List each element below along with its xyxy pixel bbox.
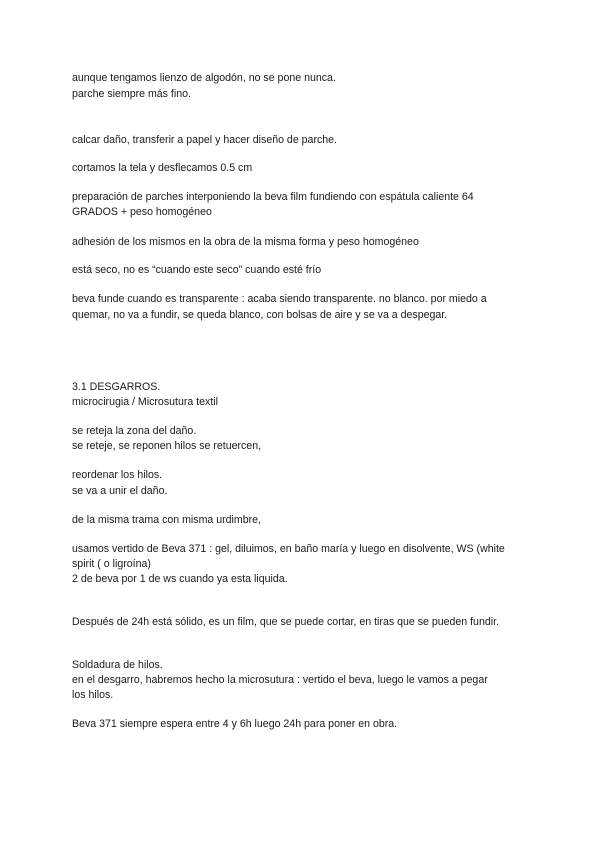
- text-line: usamos vertido de Beva 371 : gel, diluimos, en baño maría y luego en disolvente, WS (white: [72, 543, 505, 555]
- text-line: preparación de parches interponiendo la beva film fundiendo con espátula caliente 64: [72, 191, 474, 203]
- text-line: está seco, no es “cuando este seco” cuando esté frío: [72, 264, 322, 276]
- text-line: se reteje, se reponen hilos se retuercen,: [72, 440, 262, 452]
- text-line: aunque tengamos lienzo de algodón, no se pone nunca.: [72, 72, 336, 84]
- text-line: cortamos la tela y desflecamos 0.5 cm: [72, 162, 253, 174]
- text-line: Beva 371 siempre espera entre 4 y 6h luego 24h para poner en obra.: [72, 718, 398, 730]
- text-line: spirit ( o ligroína): [72, 558, 151, 570]
- text-line: adhesión de los mismos en la obra de la misma forma y peso homogéneo: [72, 236, 419, 248]
- text-line: GRADOS + peso homogéneo: [72, 206, 212, 218]
- text-line: los hilos.: [72, 689, 114, 701]
- text-line: se reteja la zona del daño.: [72, 425, 197, 437]
- text-line: microcirugia / Microsutura textil: [72, 396, 218, 408]
- text-line: de la misma trama con misma urdimbre,: [72, 514, 261, 526]
- text-line: reordenar los hilos.: [72, 469, 163, 481]
- text-line: 2 de beva por 1 de ws cuando ya esta liquida.: [72, 573, 288, 585]
- section-heading: 3.1 DESGARROS.: [72, 381, 161, 393]
- text-line: calcar daño, transferir a papel y hacer diseño de parche.: [72, 134, 337, 146]
- text-line: en el desgarro, habremos hecho la microsutura : vertido el beva, luego le vamos a pegar: [72, 674, 488, 686]
- text-line: Después de 24h está sólido, es un film, que se puede cortar, en tiras que se pueden fundir.: [72, 616, 499, 628]
- text-line: beva funde cuando es transparente : acaba siendo transparente. no blanco. por miedo a: [72, 293, 487, 305]
- text-line: se va a unir el daño.: [72, 485, 168, 497]
- text-line: quemar, no va a fundir, se queda blanco, con bolsas de aire y se va a despegar.: [72, 309, 448, 321]
- text-line: Soldadura de hilos.: [72, 659, 163, 671]
- text-line: parche siempre más fino.: [72, 88, 191, 100]
